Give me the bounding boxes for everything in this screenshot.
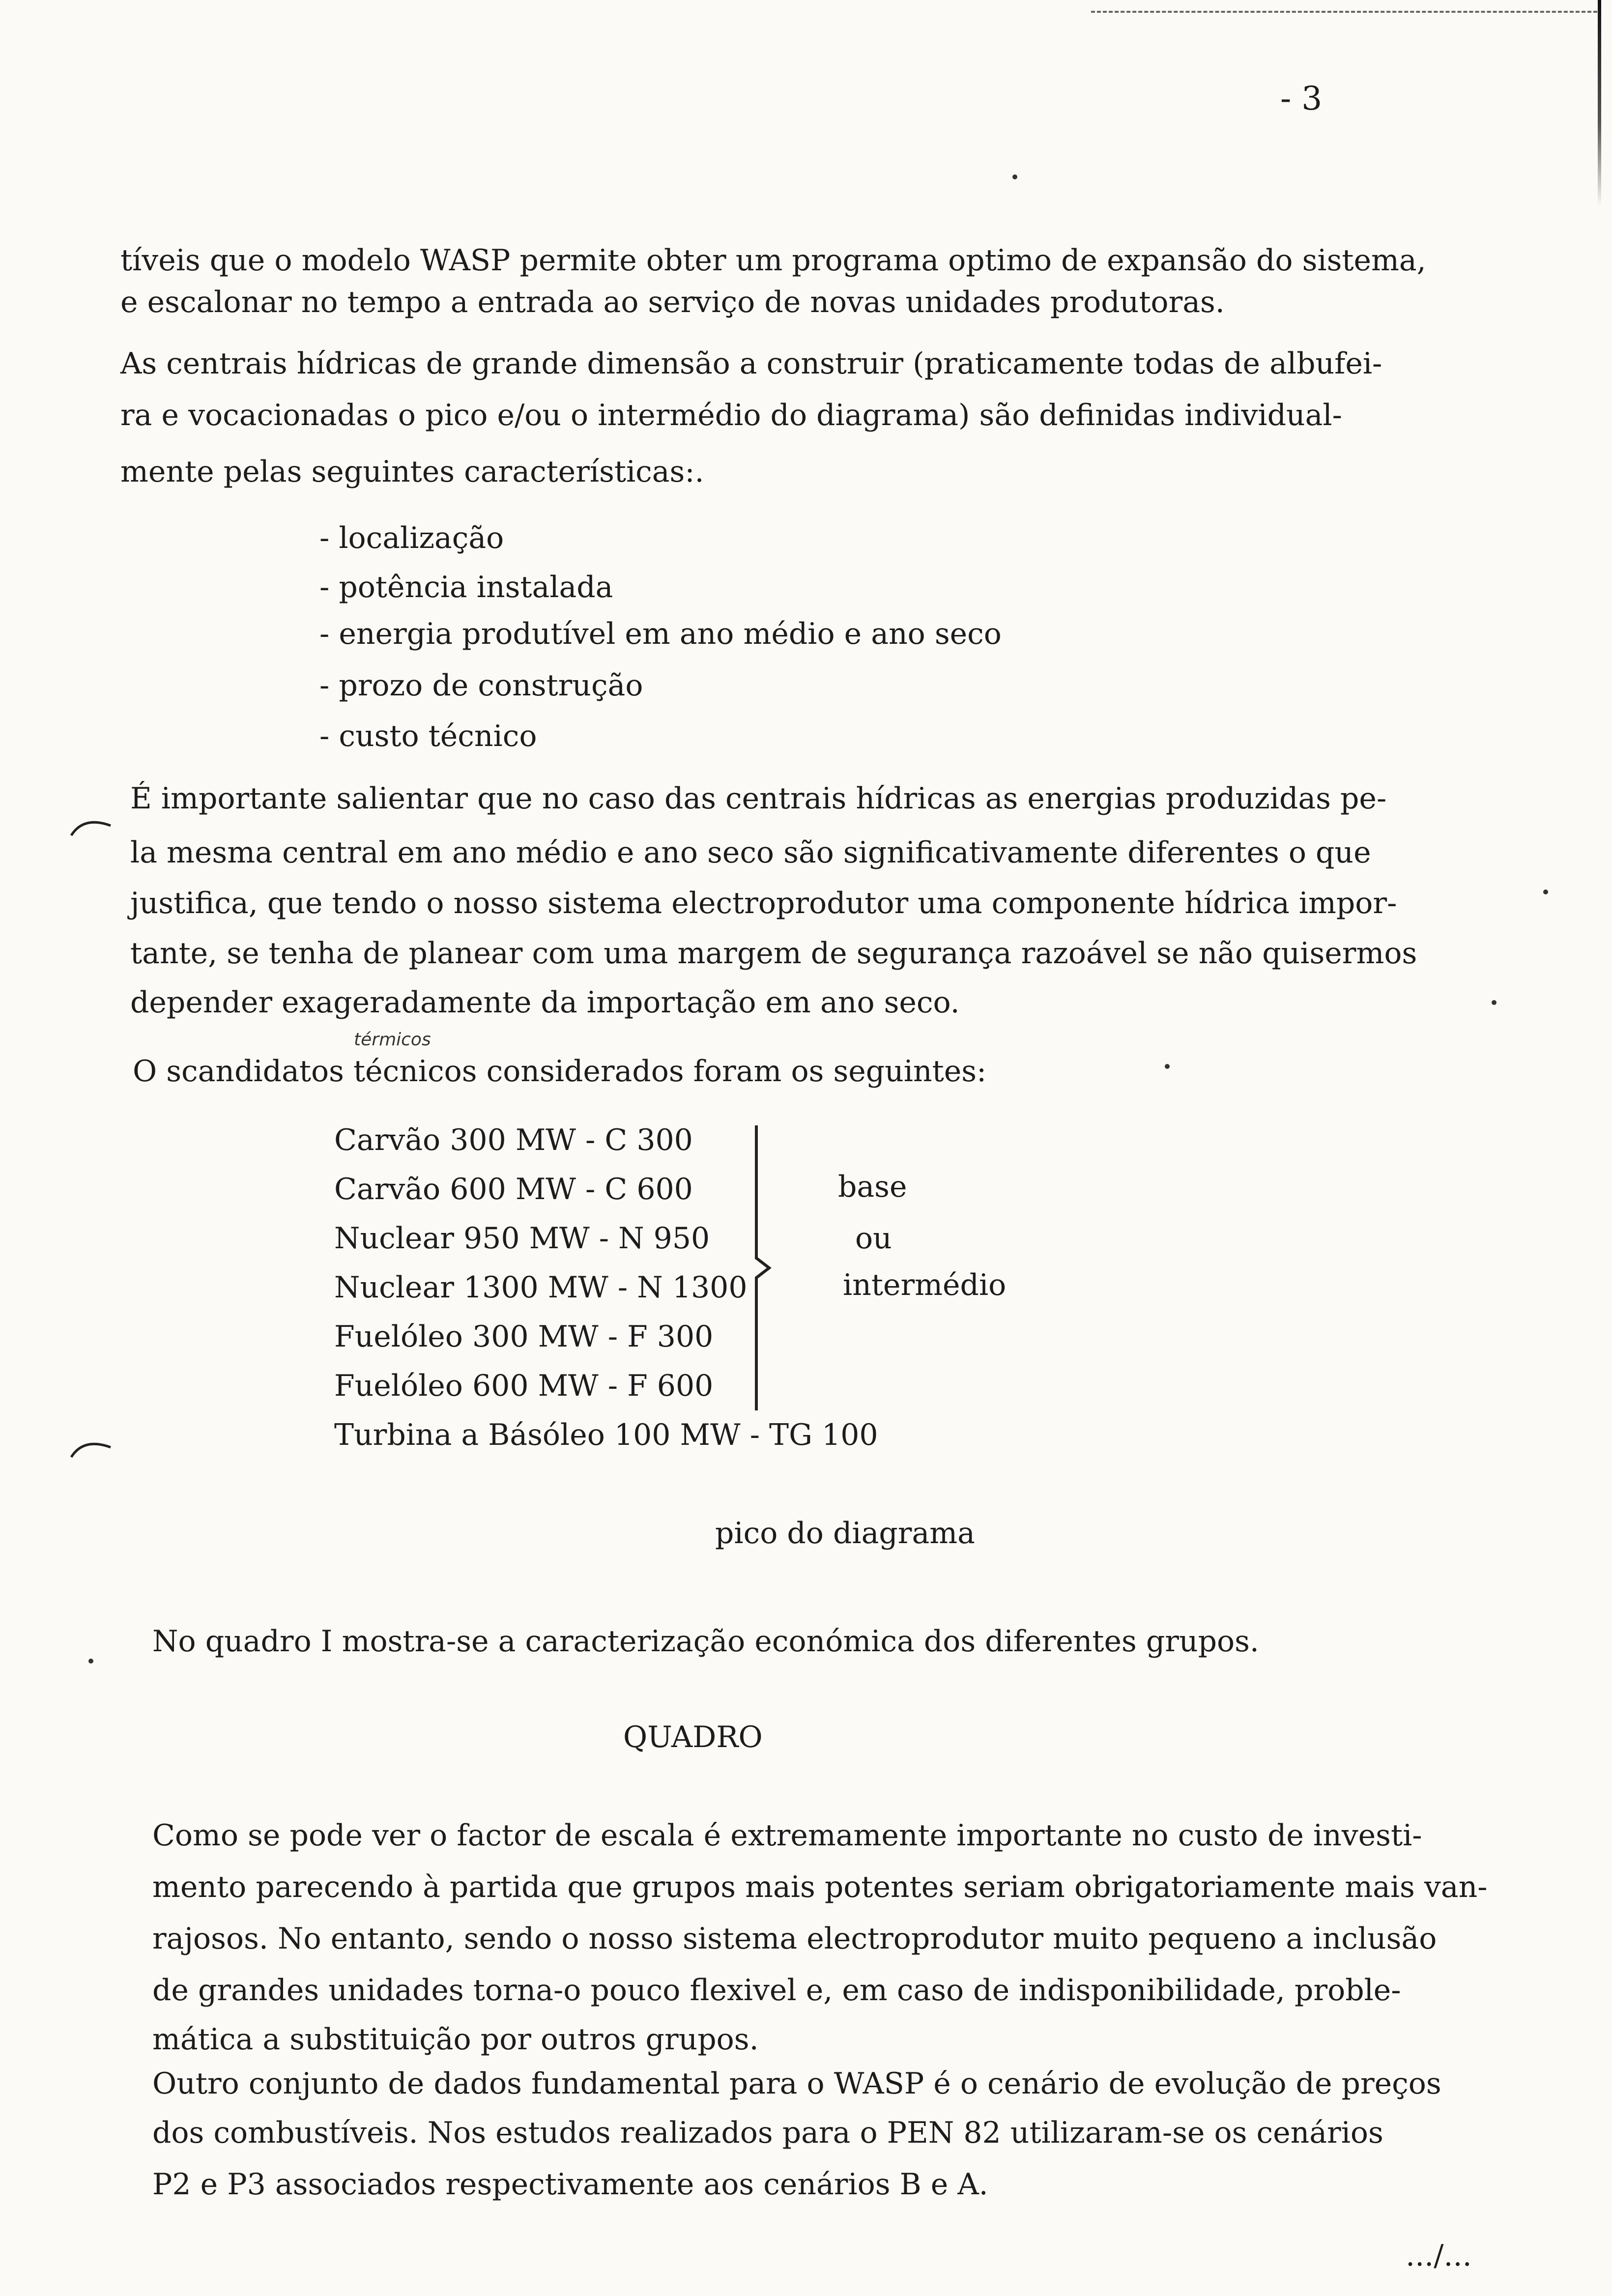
brace-label: ou (855, 1221, 892, 1256)
paragraph5-line: P2 e P3 associados respectivamente aos cenários B e A. (152, 2167, 988, 2202)
brace-icon (754, 1125, 774, 1410)
candidate-item: Fuelóleo 600 MW - F 600 (334, 1369, 714, 1403)
paragraph5-line: dos combustíveis. Nos estudos realizados para o PEN 82 utilizaram-se os cenários (152, 2116, 1383, 2150)
paragraph4-line: mática a substituição por outros grupos. (152, 2022, 759, 2057)
paragraph3-line: la mesma central em ano médio e ano seco são significativamente diferentes o que (130, 835, 1371, 870)
candidate-item: Nuclear 1300 MW - N 1300 (334, 1270, 748, 1305)
quadro-intro: No quadro I mostra-se a caracterização económica dos diferentes grupos. (152, 1624, 1259, 1659)
candidate-item: Fuelóleo 300 MW - F 300 (334, 1320, 714, 1354)
paragraph1-line: tíveis que o modelo WASP permite obter um programa optimo de expansão do sistema, (120, 243, 1426, 278)
candidate-item: Carvão 300 MW - C 300 (334, 1123, 693, 1157)
scan-mark-icon (69, 813, 113, 838)
paragraph4-line: mento parecendo à partida que grupos mais potentes seriam obrigatoriamente mais van- (152, 1870, 1488, 1904)
paragraph4-line: Como se pode ver o factor de escala é extremamente importante no custo de investi- (152, 1818, 1422, 1853)
candidates-intro: O scandidatos técnicos considerados foram os seguintes: (133, 1054, 987, 1089)
paragraph2-line: ra e vocacionadas o pico e/ou o intermédio do diagrama) são definidas individual- (120, 398, 1342, 432)
paragraph3-line: É importante salientar que no caso das centrais hídricas as energias produzidas pe- (130, 781, 1387, 816)
characteristic-item: - prozo de construção (319, 668, 643, 703)
paragraph4-line: rajosos. No entanto, sendo o nosso sistema electroprodutor muito pequeno a inclusão (152, 1922, 1437, 1956)
scan-top-line (1091, 11, 1597, 13)
scan-speck (1492, 1000, 1497, 1005)
characteristic-item: - energia produtível em ano médio e ano seco (319, 617, 1002, 651)
candidate-item: Carvão 600 MW - C 600 (334, 1172, 693, 1206)
peak-label: pico do diagrama (715, 1516, 975, 1550)
paragraph3-line: depender exageradamente da importação em ano seco. (130, 985, 960, 1020)
paragraph3-line: tante, se tenha de planear com uma margem de segurança razoável se não quisermos (130, 936, 1417, 971)
quadro-heading: QUADRO (623, 1720, 763, 1754)
scan-speck (88, 1659, 93, 1664)
paragraph2-line: As centrais hídricas de grande dimensão a construir (praticamente todas de albufei- (120, 346, 1382, 381)
brace-label: base (838, 1170, 907, 1204)
characteristic-item: - custo técnico (319, 719, 537, 753)
scan-speck (1165, 1064, 1170, 1069)
scan-mark-icon (69, 1435, 113, 1460)
paragraph5-line: Outro conjunto de dados fundamental para o WASP é o cenário de evolução de preços (152, 2066, 1441, 2101)
paragraph3-line: justifica, que tendo o nosso sistema electroprodutor uma componente hídrica impor- (130, 886, 1397, 920)
candidate-item: Nuclear 950 MW - N 950 (334, 1221, 710, 1256)
continuation-mark: .../... (1406, 2239, 1472, 2273)
page-number: - 3 (1280, 80, 1323, 117)
scan-speck (1012, 174, 1017, 179)
paragraph2-line: mente pelas seguintes características:. (120, 455, 704, 489)
scan-speck (1543, 890, 1548, 894)
paragraph4-line: de grandes unidades torna-o pouco flexivel e, em caso de indisponibilidade, proble- (152, 1973, 1401, 2008)
scan-edge-mark (1598, 0, 1601, 206)
candidate-item: Turbina a Básóleo 100 MW - TG 100 (334, 1418, 878, 1452)
paragraph1-line: e escalonar no tempo a entrada ao serviço de novas unidades produtoras. (120, 285, 1225, 319)
brace-label: intermédio (843, 1268, 1007, 1302)
handwritten-note: térmicos (354, 1030, 431, 1050)
characteristic-item: - localização (319, 521, 504, 555)
characteristic-item: - potência instalada (319, 570, 613, 604)
